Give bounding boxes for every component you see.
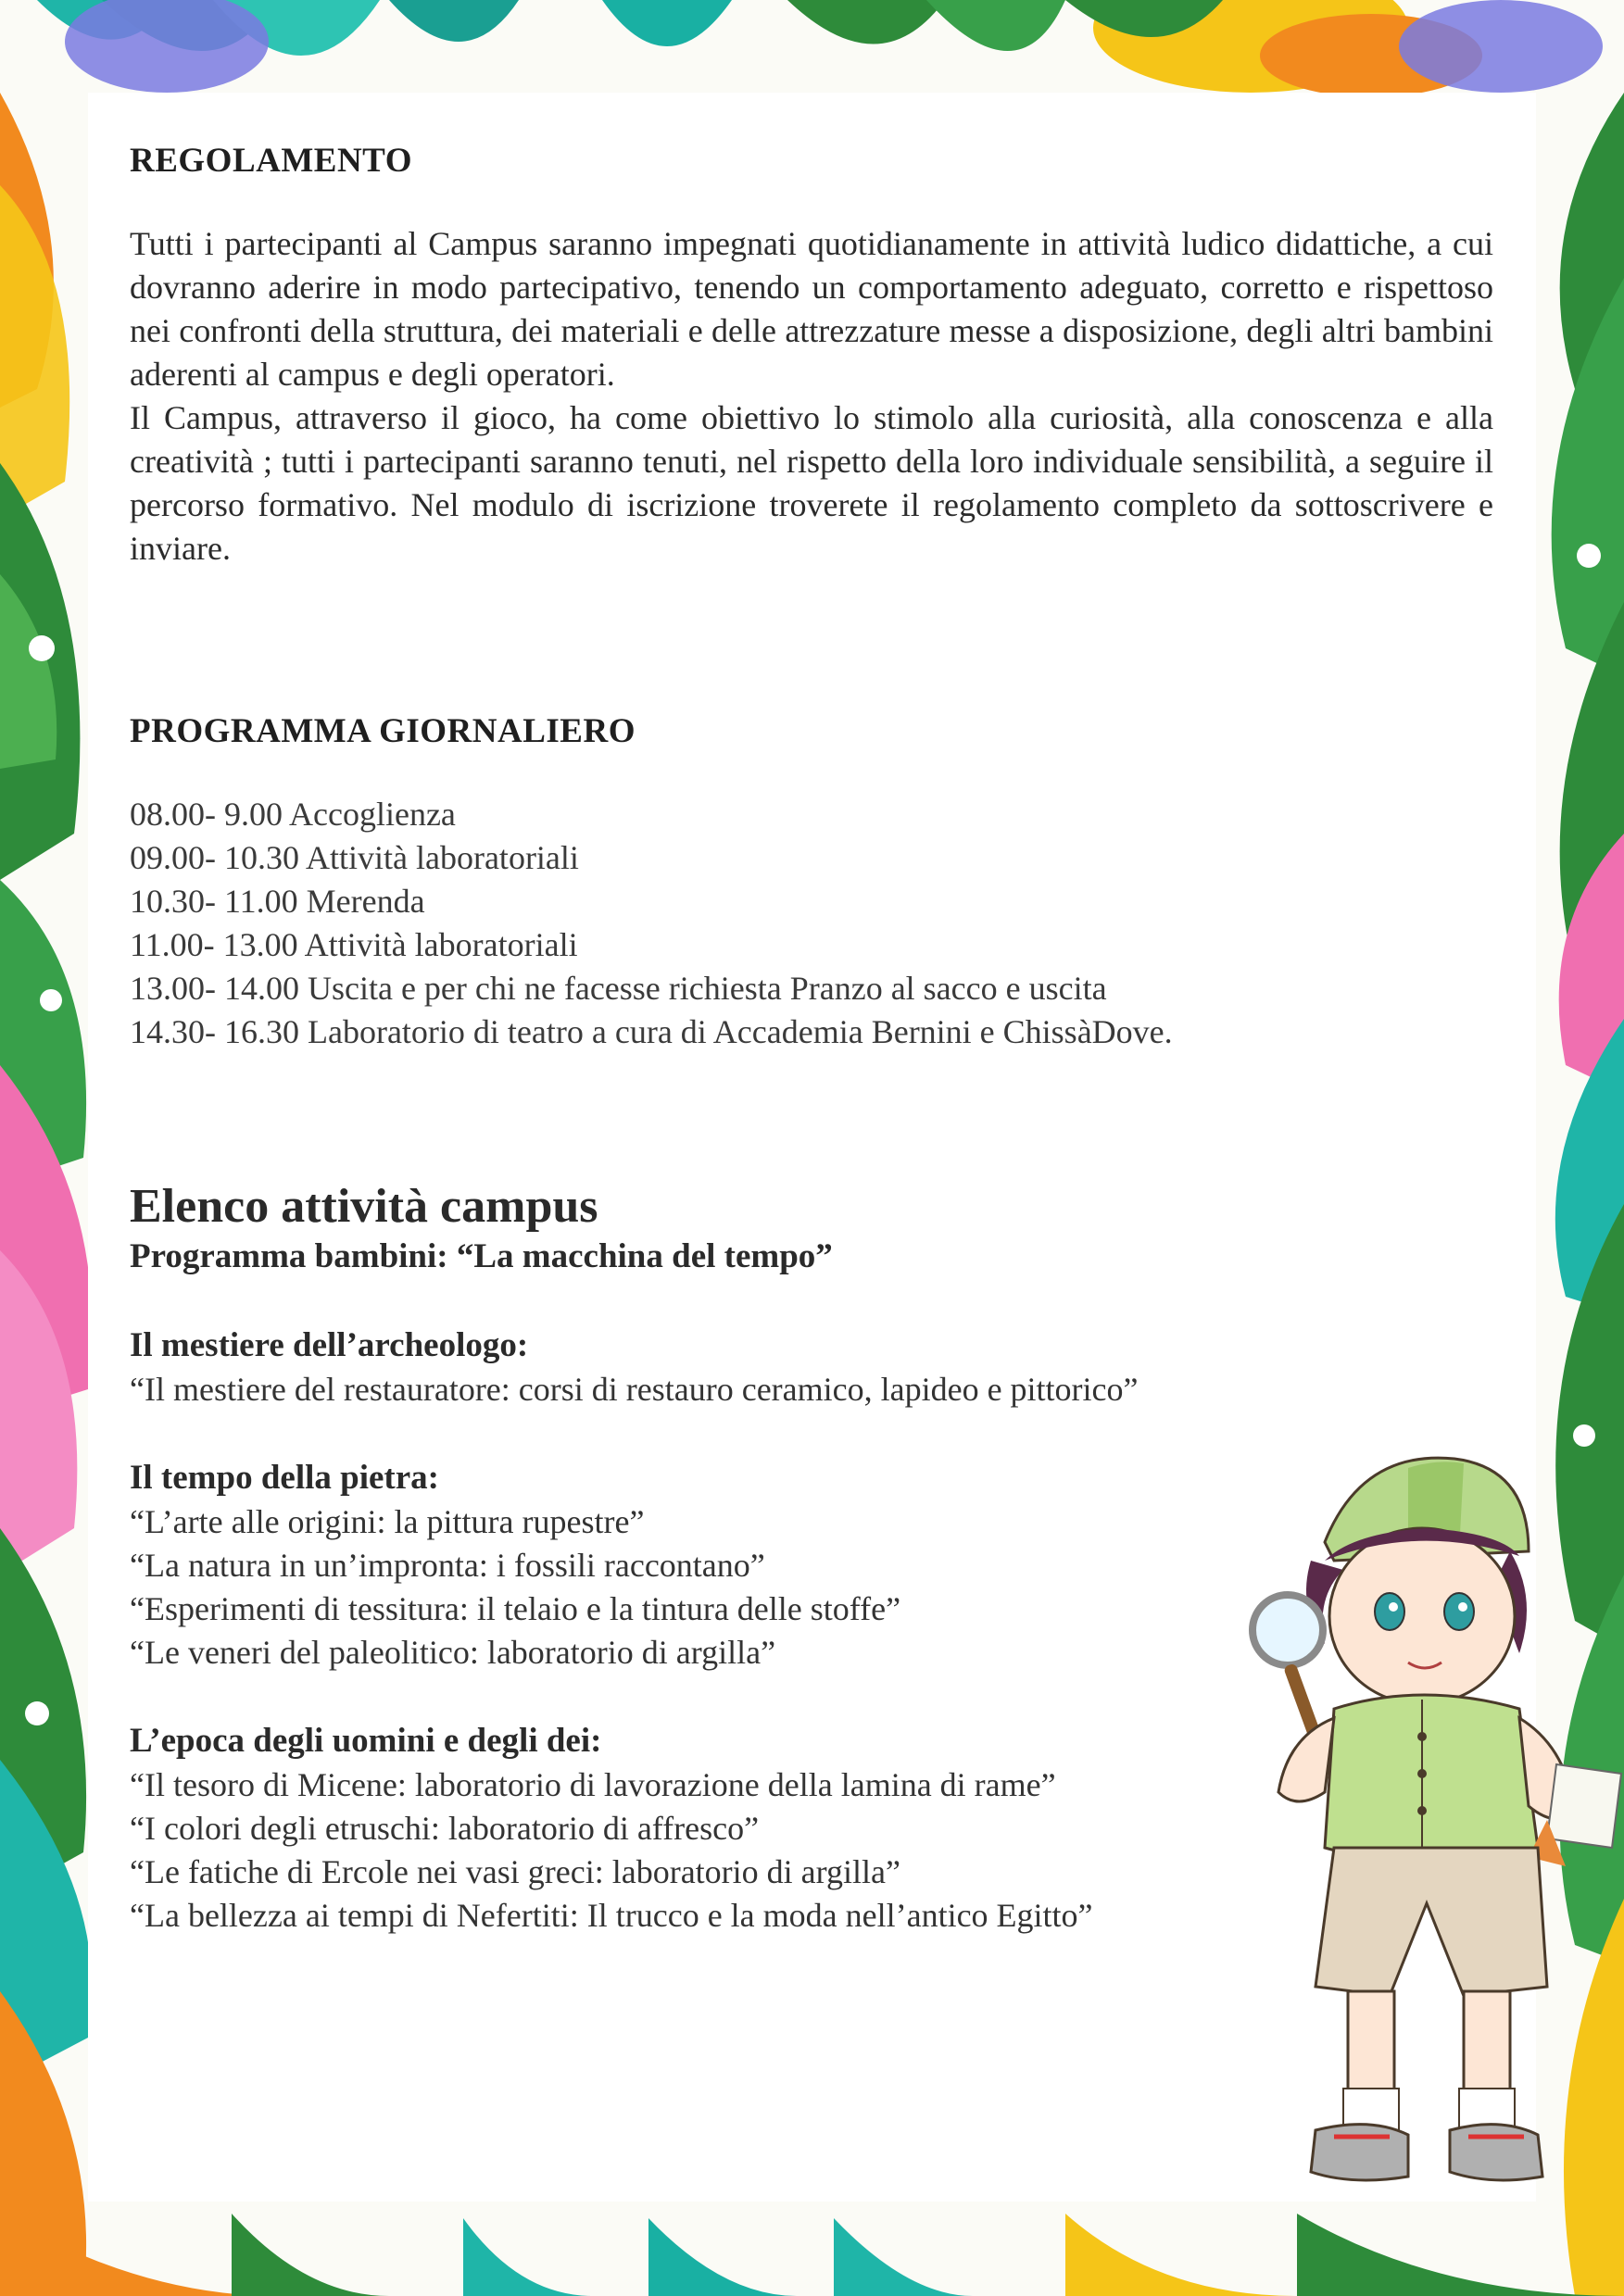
schedule-item: 08.00- 9.00 Accoglienza <box>130 796 456 834</box>
activity-item: “Il tesoro di Micene: laboratorio di lavorazione della lamina di rame” <box>130 1766 1056 1804</box>
schedule-item: 09.00- 10.30 Attività laboratoriali <box>130 839 579 877</box>
schedule-item: 14.30- 16.30 Laboratorio di teatro a cura di Accademia Bernini e ChissàDove. <box>130 1013 1173 1051</box>
elenco-subtitle: Programma bambini: “La macchina del tempo” <box>130 1236 833 1275</box>
activity-item: “Le fatiche di Ercole nei vasi greci: laboratorio di argilla” <box>130 1853 900 1891</box>
activity-item: “Esperimenti di tessitura: il telaio e la tintura delle stoffe” <box>130 1590 901 1628</box>
activity-item: “La bellezza ai tempi di Nefertiti: Il trucco e la moda nell’antico Egitto” <box>130 1897 1093 1935</box>
schedule-list <box>130 793 1493 1054</box>
programma-title: PROGRAMMA GIORNALIERO <box>130 712 636 751</box>
elenco-title: Elenco attività campus <box>130 1180 598 1234</box>
regolamento-paragraph-2: Il Campus, attraverso il gioco, ha come obiettivo lo stimolo alla curiosità, alla conoscenza e alla creatività ; tutti i partecipanti saranno tenuti, nel rispetto della loro individuale sensibilità, a seguire il percorso formativo. Nel modulo di iscrizione troverete il regolamento completo da sottoscrivere e inviare. <box>130 399 1493 568</box>
activity-group <box>130 1324 1493 1411</box>
activity-item: “Le veneri del paleolitico: laboratorio di argilla” <box>130 1634 776 1672</box>
schedule-item: 13.00- 14.00 Uscita e per chi ne facesse richiesta Pranzo al sacco e uscita <box>130 970 1107 1008</box>
child-explorer-illustration <box>1223 1440 1624 2227</box>
activity-group-title: Il mestiere dell’archeologo: <box>130 1326 529 1365</box>
regolamento-title: REGOLAMENTO <box>130 142 412 180</box>
schedule-item: 11.00- 13.00 Attività laboratoriali <box>130 926 578 964</box>
activity-item: “L’arte alle origini: la pittura rupestre” <box>130 1503 645 1541</box>
activity-item: “La natura in un’impronta: i fossili raccontano” <box>130 1547 765 1585</box>
regolamento-paragraph-1: Tutti i partecipanti al Campus saranno impegnati quotidianamente in attività ludico didattiche, a cui dovranno aderire in modo partecipativo, tenendo un comportamento adeguato, corretto e rispettoso nei confronti della struttura, dei materiali e delle attrezzature messe a disposizione, degli altri bambini aderenti al campus e degli operatori. <box>130 225 1493 394</box>
activity-group-title: L’epoca degli uomini e degli dei: <box>130 1722 602 1761</box>
schedule-item: 10.30- 11.00 Merenda <box>130 883 425 921</box>
activity-item: “Il mestiere del restauratore: corsi di restauro ceramico, lapideo e pittorico” <box>130 1371 1139 1409</box>
activity-group-title: Il tempo della pietra: <box>130 1459 439 1498</box>
activity-item: “I colori degli etruschi: laboratorio di affresco” <box>130 1810 760 1848</box>
